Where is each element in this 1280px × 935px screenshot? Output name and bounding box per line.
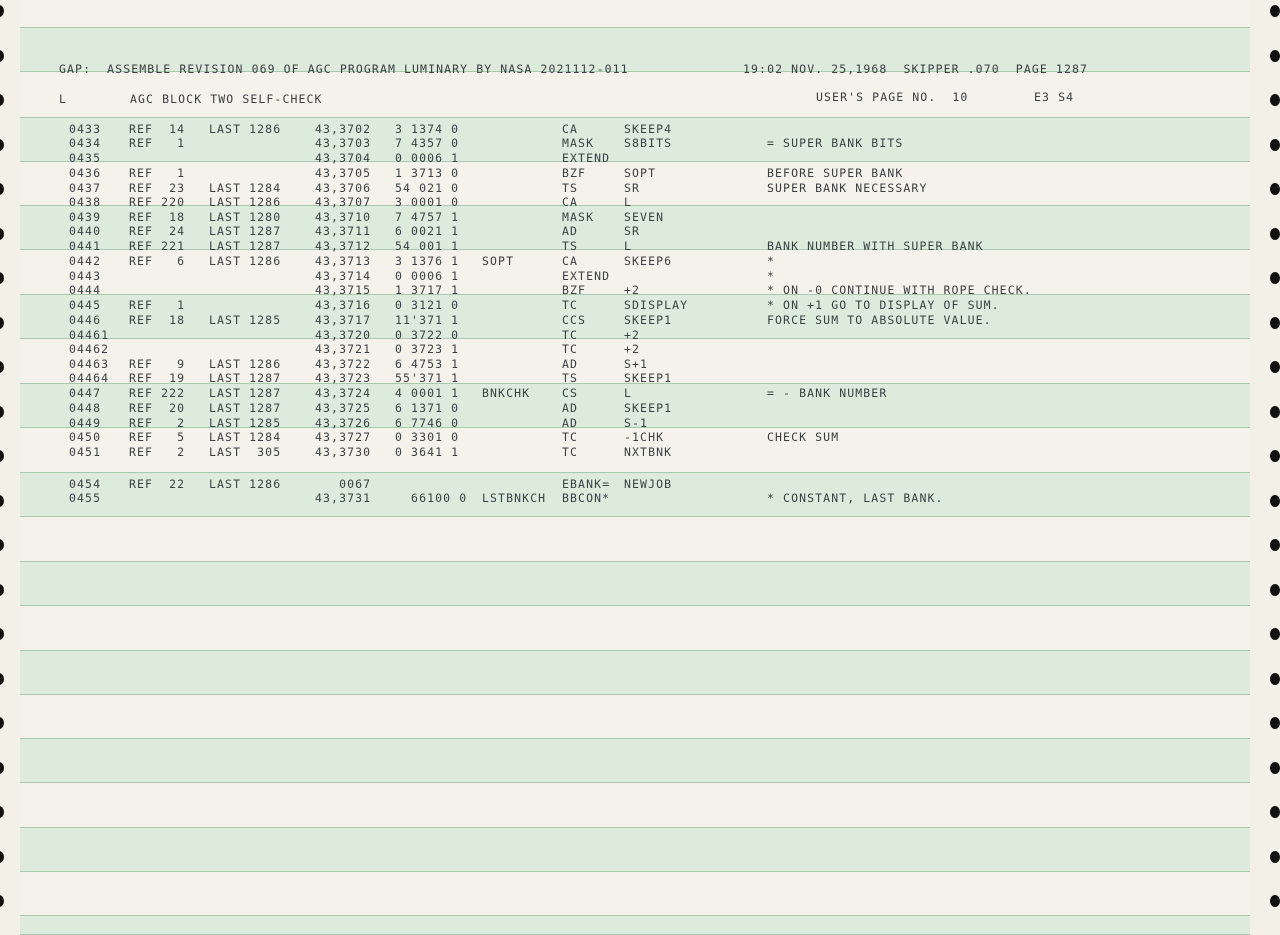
tractor-hole — [1270, 183, 1280, 195]
listing-cell-comment: SUPER BANK NECESSARY — [767, 181, 928, 195]
tractor-hole — [0, 183, 4, 195]
listing-cell-addr: 43,3727 — [315, 430, 372, 444]
listing-cell-op: EXTEND — [562, 151, 611, 165]
tractor-hole — [1270, 539, 1280, 551]
listing-cell-comment: * — [767, 254, 776, 268]
listing-cell-ref: REF 6 — [129, 254, 186, 268]
listing-cell-op: EXTEND — [562, 269, 611, 283]
listing-cell-op: CA — [562, 195, 579, 209]
tractor-hole — [0, 895, 4, 907]
tractor-hole — [1270, 628, 1280, 640]
listing-cell-line: 04464 — [69, 371, 110, 385]
listing-cell-operand: NEWJOB — [624, 477, 673, 491]
tractor-hole — [0, 94, 4, 106]
listing-cell-ref: REF 18 — [129, 313, 186, 327]
printout-paper — [20, 0, 1250, 935]
listing-cell-last: LAST 1286 — [209, 195, 282, 209]
listing-cell-line: 0455 — [69, 491, 102, 505]
listing-cell-operand: +2 — [624, 283, 641, 297]
listing-cell-ref: REF 22 — [129, 477, 186, 491]
listing-cell-line: 04461 — [69, 328, 110, 342]
tractor-hole — [1270, 762, 1280, 774]
tractor-holes-left — [0, 0, 14, 935]
tractor-hole — [1270, 272, 1280, 284]
tractor-hole — [1270, 584, 1280, 596]
listing-cell-op: CA — [562, 254, 579, 268]
listing-cell-addr: 43,3730 — [315, 445, 372, 459]
tractor-hole — [1270, 851, 1280, 863]
listing-cell-last: LAST 1284 — [209, 430, 282, 444]
listing-cell-line: 0447 — [69, 386, 102, 400]
listing-cell-ref: REF 220 — [129, 195, 186, 209]
listing-cell-op: TC — [562, 445, 579, 459]
listing-cell-addr: 43,3704 — [315, 151, 372, 165]
listing-cell-label: LSTBNKCH — [482, 491, 547, 505]
listing-cell-op: MASK — [562, 136, 595, 150]
header-line-left: GAP: ASSEMBLE REVISION 069 OF AGC PROGRAM LUMINARY BY NASA 2021112-011 — [59, 62, 629, 76]
listing-cell-ref: REF 9 — [129, 357, 186, 371]
listing-cell-line: 0437 — [69, 181, 102, 195]
listing-cell-line: 0443 — [69, 269, 102, 283]
tractor-hole — [1270, 50, 1280, 62]
listing-cell-addr: 43,3725 — [315, 401, 372, 415]
listing-cell-op: CCS — [562, 313, 587, 327]
listing-cell-op: AD — [562, 224, 579, 238]
listing-cell-word: 4 0001 1 — [395, 386, 460, 400]
listing-cell-comment: = SUPER BANK BITS — [767, 136, 904, 150]
listing-cell-last: LAST 1284 — [209, 181, 282, 195]
tractor-hole — [0, 584, 4, 596]
listing-cell-op: AD — [562, 416, 579, 430]
tractor-hole — [0, 5, 4, 17]
listing-cell-ref: REF 5 — [129, 430, 186, 444]
listing-cell-ref: REF 14 — [129, 122, 186, 136]
listing-cell-word: 0 3723 1 — [395, 342, 460, 356]
listing-cell-operand: SKEEP1 — [624, 371, 673, 385]
listing-cell-addr: 43,3713 — [315, 254, 372, 268]
listing-cell-addr: 43,3703 — [315, 136, 372, 150]
listing-cell-operand: L — [624, 239, 633, 253]
listing-cell-addr: 43,3721 — [315, 342, 372, 356]
listing-cell-op: MASK — [562, 210, 595, 224]
listing-cell-operand: SOPT — [624, 166, 657, 180]
listing-cell-comment: BANK NUMBER WITH SUPER BANK — [767, 239, 984, 253]
listing-cell-ref: REF 1 — [129, 298, 186, 312]
listing-cell-op: BBCON* — [562, 491, 611, 505]
listing-cell-line: 0438 — [69, 195, 102, 209]
listing-cell-last: LAST 1287 — [209, 239, 282, 253]
listing-cell-operand: L — [624, 195, 633, 209]
listing-cell-operand: SR — [624, 224, 641, 238]
listing-cell-line: 0450 — [69, 430, 102, 444]
listing-cell-addr: 43,3717 — [315, 313, 372, 327]
listing-cell-op: TC — [562, 342, 579, 356]
listing-cell-label: BNKCHK — [482, 386, 531, 400]
tractor-holes-right — [1266, 0, 1280, 935]
listing-cell-word: 3 1374 0 — [395, 122, 460, 136]
listing-cell-addr: 43,3710 — [315, 210, 372, 224]
listing-cell-operand: SEVEN — [624, 210, 665, 224]
listing-cell-operand: -1CHK — [624, 430, 665, 444]
listing-cell-line: 0446 — [69, 313, 102, 327]
tractor-hole — [0, 272, 4, 284]
listing-cell-line: 0449 — [69, 416, 102, 430]
tractor-hole — [0, 717, 4, 729]
listing-cell-line: 04463 — [69, 357, 110, 371]
listing-cell-last: LAST 1286 — [209, 477, 282, 491]
listing-cell-op: CS — [562, 386, 579, 400]
listing-cell-last: LAST 1285 — [209, 416, 282, 430]
listing-cell-addr: 0067 — [315, 477, 372, 491]
listing-cell-ref: REF 221 — [129, 239, 186, 253]
listing-cell-label: SOPT — [482, 254, 515, 268]
greenbar-band — [20, 561, 1250, 606]
listing-cell-line: 0444 — [69, 283, 102, 297]
listing-cell-op: TC — [562, 298, 579, 312]
listing-cell-last: LAST 1287 — [209, 224, 282, 238]
listing-cell-operand: S+1 — [624, 357, 649, 371]
listing-cell-addr: 43,3711 — [315, 224, 372, 238]
tractor-hole — [1270, 717, 1280, 729]
listing-cell-comment: FORCE SUM TO ABSOLUTE VALUE. — [767, 313, 992, 327]
tractor-hole — [1270, 495, 1280, 507]
section-title: AGC BLOCK TWO SELF-CHECK — [130, 92, 323, 106]
tractor-hole — [1270, 673, 1280, 685]
listing-cell-last: LAST 1286 — [209, 357, 282, 371]
listing-cell-last: LAST 1285 — [209, 313, 282, 327]
listing-cell-op: BZF — [562, 283, 587, 297]
listing-cell-word: 55'371 1 — [395, 371, 460, 385]
header-line-right: 19:02 NOV. 25,1968 SKIPPER .070 PAGE 1287 — [743, 62, 1089, 76]
listing-cell-line: 0434 — [69, 136, 102, 150]
tractor-hole — [0, 228, 4, 240]
listing-cell-word: 3 0001 0 — [395, 195, 460, 209]
listing-cell-line: 0454 — [69, 477, 102, 491]
listing-cell-word: 11'371 1 — [395, 313, 460, 327]
listing-cell-word: 0 3121 0 — [395, 298, 460, 312]
tractor-hole — [0, 50, 4, 62]
listing-cell-line: 0445 — [69, 298, 102, 312]
listing-cell-addr: 43,3723 — [315, 371, 372, 385]
listing-cell-last: LAST 1287 — [209, 371, 282, 385]
listing-cell-addr: 43,3716 — [315, 298, 372, 312]
listing-cell-line: 0440 — [69, 224, 102, 238]
listing-cell-last: LAST 305 — [209, 445, 282, 459]
listing-cell-comment: * ON +1 GO TO DISPLAY OF SUM. — [767, 298, 1000, 312]
listing-cell-op: TS — [562, 371, 579, 385]
listing-cell-addr: 43,3714 — [315, 269, 372, 283]
listing-cell-word: 54 021 0 — [395, 181, 460, 195]
listing-cell-word: 6 7746 0 — [395, 416, 460, 430]
listing-cell-word: 3 1376 1 — [395, 254, 460, 268]
tractor-hole — [0, 673, 4, 685]
listing-cell-word: 1 3713 0 — [395, 166, 460, 180]
listing-cell-last: LAST 1287 — [209, 401, 282, 415]
listing-cell-last: LAST 1287 — [209, 386, 282, 400]
greenbar-band — [20, 827, 1250, 872]
listing-cell-op: TC — [562, 328, 579, 342]
listing-cell-op: AD — [562, 401, 579, 415]
listing-cell-comment: = - BANK NUMBER — [767, 386, 888, 400]
listing-cell-addr: 43,3707 — [315, 195, 372, 209]
listing-cell-operand: SDISPLAY — [624, 298, 689, 312]
listing-cell-operand: SKEEP6 — [624, 254, 673, 268]
tractor-hole — [1270, 94, 1280, 106]
tractor-hole — [0, 406, 4, 418]
listing-cell-addr: 43,3702 — [315, 122, 372, 136]
tractor-hole — [0, 495, 4, 507]
listing-cell-word: 6 4753 1 — [395, 357, 460, 371]
tractor-hole — [1270, 5, 1280, 17]
listing-cell-word: 7 4757 1 — [395, 210, 460, 224]
listing-cell-word: 7 4357 0 — [395, 136, 460, 150]
listing-cell-addr: 43,3715 — [315, 283, 372, 297]
listing-cell-comment: * — [767, 269, 776, 283]
listing-cell-line: 04462 — [69, 342, 110, 356]
greenbar-band — [20, 650, 1250, 695]
listing-cell-comment: CHECK SUM — [767, 430, 840, 444]
tractor-hole — [1270, 450, 1280, 462]
listing-cell-op: CA — [562, 122, 579, 136]
listing-cell-comment: * CONSTANT, LAST BANK. — [767, 491, 944, 505]
listing-cell-word: 0 3301 0 — [395, 430, 460, 444]
header-l-marker: L — [59, 92, 68, 106]
tractor-hole — [0, 361, 4, 373]
listing-cell-op: TS — [562, 181, 579, 195]
listing-cell-addr: 43,3712 — [315, 239, 372, 253]
tractor-hole — [0, 851, 4, 863]
listing-cell-word: 0 3722 0 — [395, 328, 460, 342]
listing-cell-comment: * ON -0 CONTINUE WITH ROPE CHECK. — [767, 283, 1032, 297]
listing-cell-last: LAST 1286 — [209, 122, 282, 136]
listing-cell-line: 0451 — [69, 445, 102, 459]
listing-cell-addr: 43,3724 — [315, 386, 372, 400]
listing-cell-ref: REF 222 — [129, 386, 186, 400]
listing-cell-addr: 43,3731 — [315, 491, 372, 505]
listing-cell-word: 54 001 1 — [395, 239, 460, 253]
listing-cell-ref: REF 1 — [129, 136, 186, 150]
listing-cell-addr: 43,3726 — [315, 416, 372, 430]
listing-cell-operand: S8BITS — [624, 136, 673, 150]
listing-cell-line: 0442 — [69, 254, 102, 268]
listing-cell-ref: REF 18 — [129, 210, 186, 224]
listing-cell-op: BZF — [562, 166, 587, 180]
tractor-hole — [1270, 361, 1280, 373]
tractor-hole — [0, 628, 4, 640]
tractor-hole — [1270, 895, 1280, 907]
listing-cell-operand: SR — [624, 181, 641, 195]
listing-cell-ref: REF 20 — [129, 401, 186, 415]
listing-cell-ref: REF 23 — [129, 181, 186, 195]
listing-cell-last: LAST 1280 — [209, 210, 282, 224]
listing-cell-line: 0435 — [69, 151, 102, 165]
tractor-hole — [0, 539, 4, 551]
listing-cell-word: 6 0021 1 — [395, 224, 460, 238]
listing-cell-ref: REF 2 — [129, 445, 186, 459]
listing-cell-line: 0448 — [69, 401, 102, 415]
listing-cell-ref: REF 1 — [129, 166, 186, 180]
tractor-hole — [0, 450, 4, 462]
listing-cell-comment: BEFORE SUPER BANK — [767, 166, 904, 180]
listing-cell-operand: NXTBNK — [624, 445, 673, 459]
listing-cell-operand: L — [624, 386, 633, 400]
tractor-hole — [1270, 139, 1280, 151]
listing-cell-operand: +2 — [624, 342, 641, 356]
tractor-hole — [1270, 228, 1280, 240]
listing-cell-addr: 43,3720 — [315, 328, 372, 342]
listing-cell-ref: REF 2 — [129, 416, 186, 430]
listing-cell-operand: SKEEP1 — [624, 401, 673, 415]
listing-cell-op: EBANK= — [562, 477, 611, 491]
tractor-hole — [0, 762, 4, 774]
listing-cell-word: 0 0006 1 — [395, 269, 460, 283]
greenbar-band — [20, 738, 1250, 783]
listing-cell-last: LAST 1286 — [209, 254, 282, 268]
listing-cell-operand: S-1 — [624, 416, 649, 430]
listing-cell-line: 0433 — [69, 122, 102, 136]
greenbar-band — [20, 915, 1250, 935]
listing-cell-operand: +2 — [624, 328, 641, 342]
tractor-hole — [0, 139, 4, 151]
listing-cell-addr: 43,3706 — [315, 181, 372, 195]
tractor-hole — [0, 806, 4, 818]
listing-cell-word: 0 3641 1 — [395, 445, 460, 459]
user-page-number: USER'S PAGE NO. 10 — [816, 90, 969, 104]
listing-cell-word: 6 1371 0 — [395, 401, 460, 415]
listing-cell-line: 0441 — [69, 239, 102, 253]
listing-cell-ref: REF 24 — [129, 224, 186, 238]
listing-cell-addr: 43,3722 — [315, 357, 372, 371]
listing-cell-op: TS — [562, 239, 579, 253]
listing-cell-op: TC — [562, 430, 579, 444]
tractor-hole — [0, 317, 4, 329]
listing-cell-word: 0 0006 1 — [395, 151, 460, 165]
listing-cell-line: 0439 — [69, 210, 102, 224]
listing-cell-addr: 43,3705 — [315, 166, 372, 180]
tractor-hole — [1270, 406, 1280, 418]
listing-cell-operand: SKEEP4 — [624, 122, 673, 136]
listing-cell-word: 66100 0 — [395, 491, 468, 505]
listing-cell-line: 0436 — [69, 166, 102, 180]
listing-cell-op: AD — [562, 357, 579, 371]
listing-cell-word: 1 3717 1 — [395, 283, 460, 297]
page-code: E3 S4 — [1034, 90, 1075, 104]
listing-cell-operand: SKEEP1 — [624, 313, 673, 327]
listing-cell-ref: REF 19 — [129, 371, 186, 385]
tractor-hole — [1270, 317, 1280, 329]
tractor-hole — [1270, 806, 1280, 818]
